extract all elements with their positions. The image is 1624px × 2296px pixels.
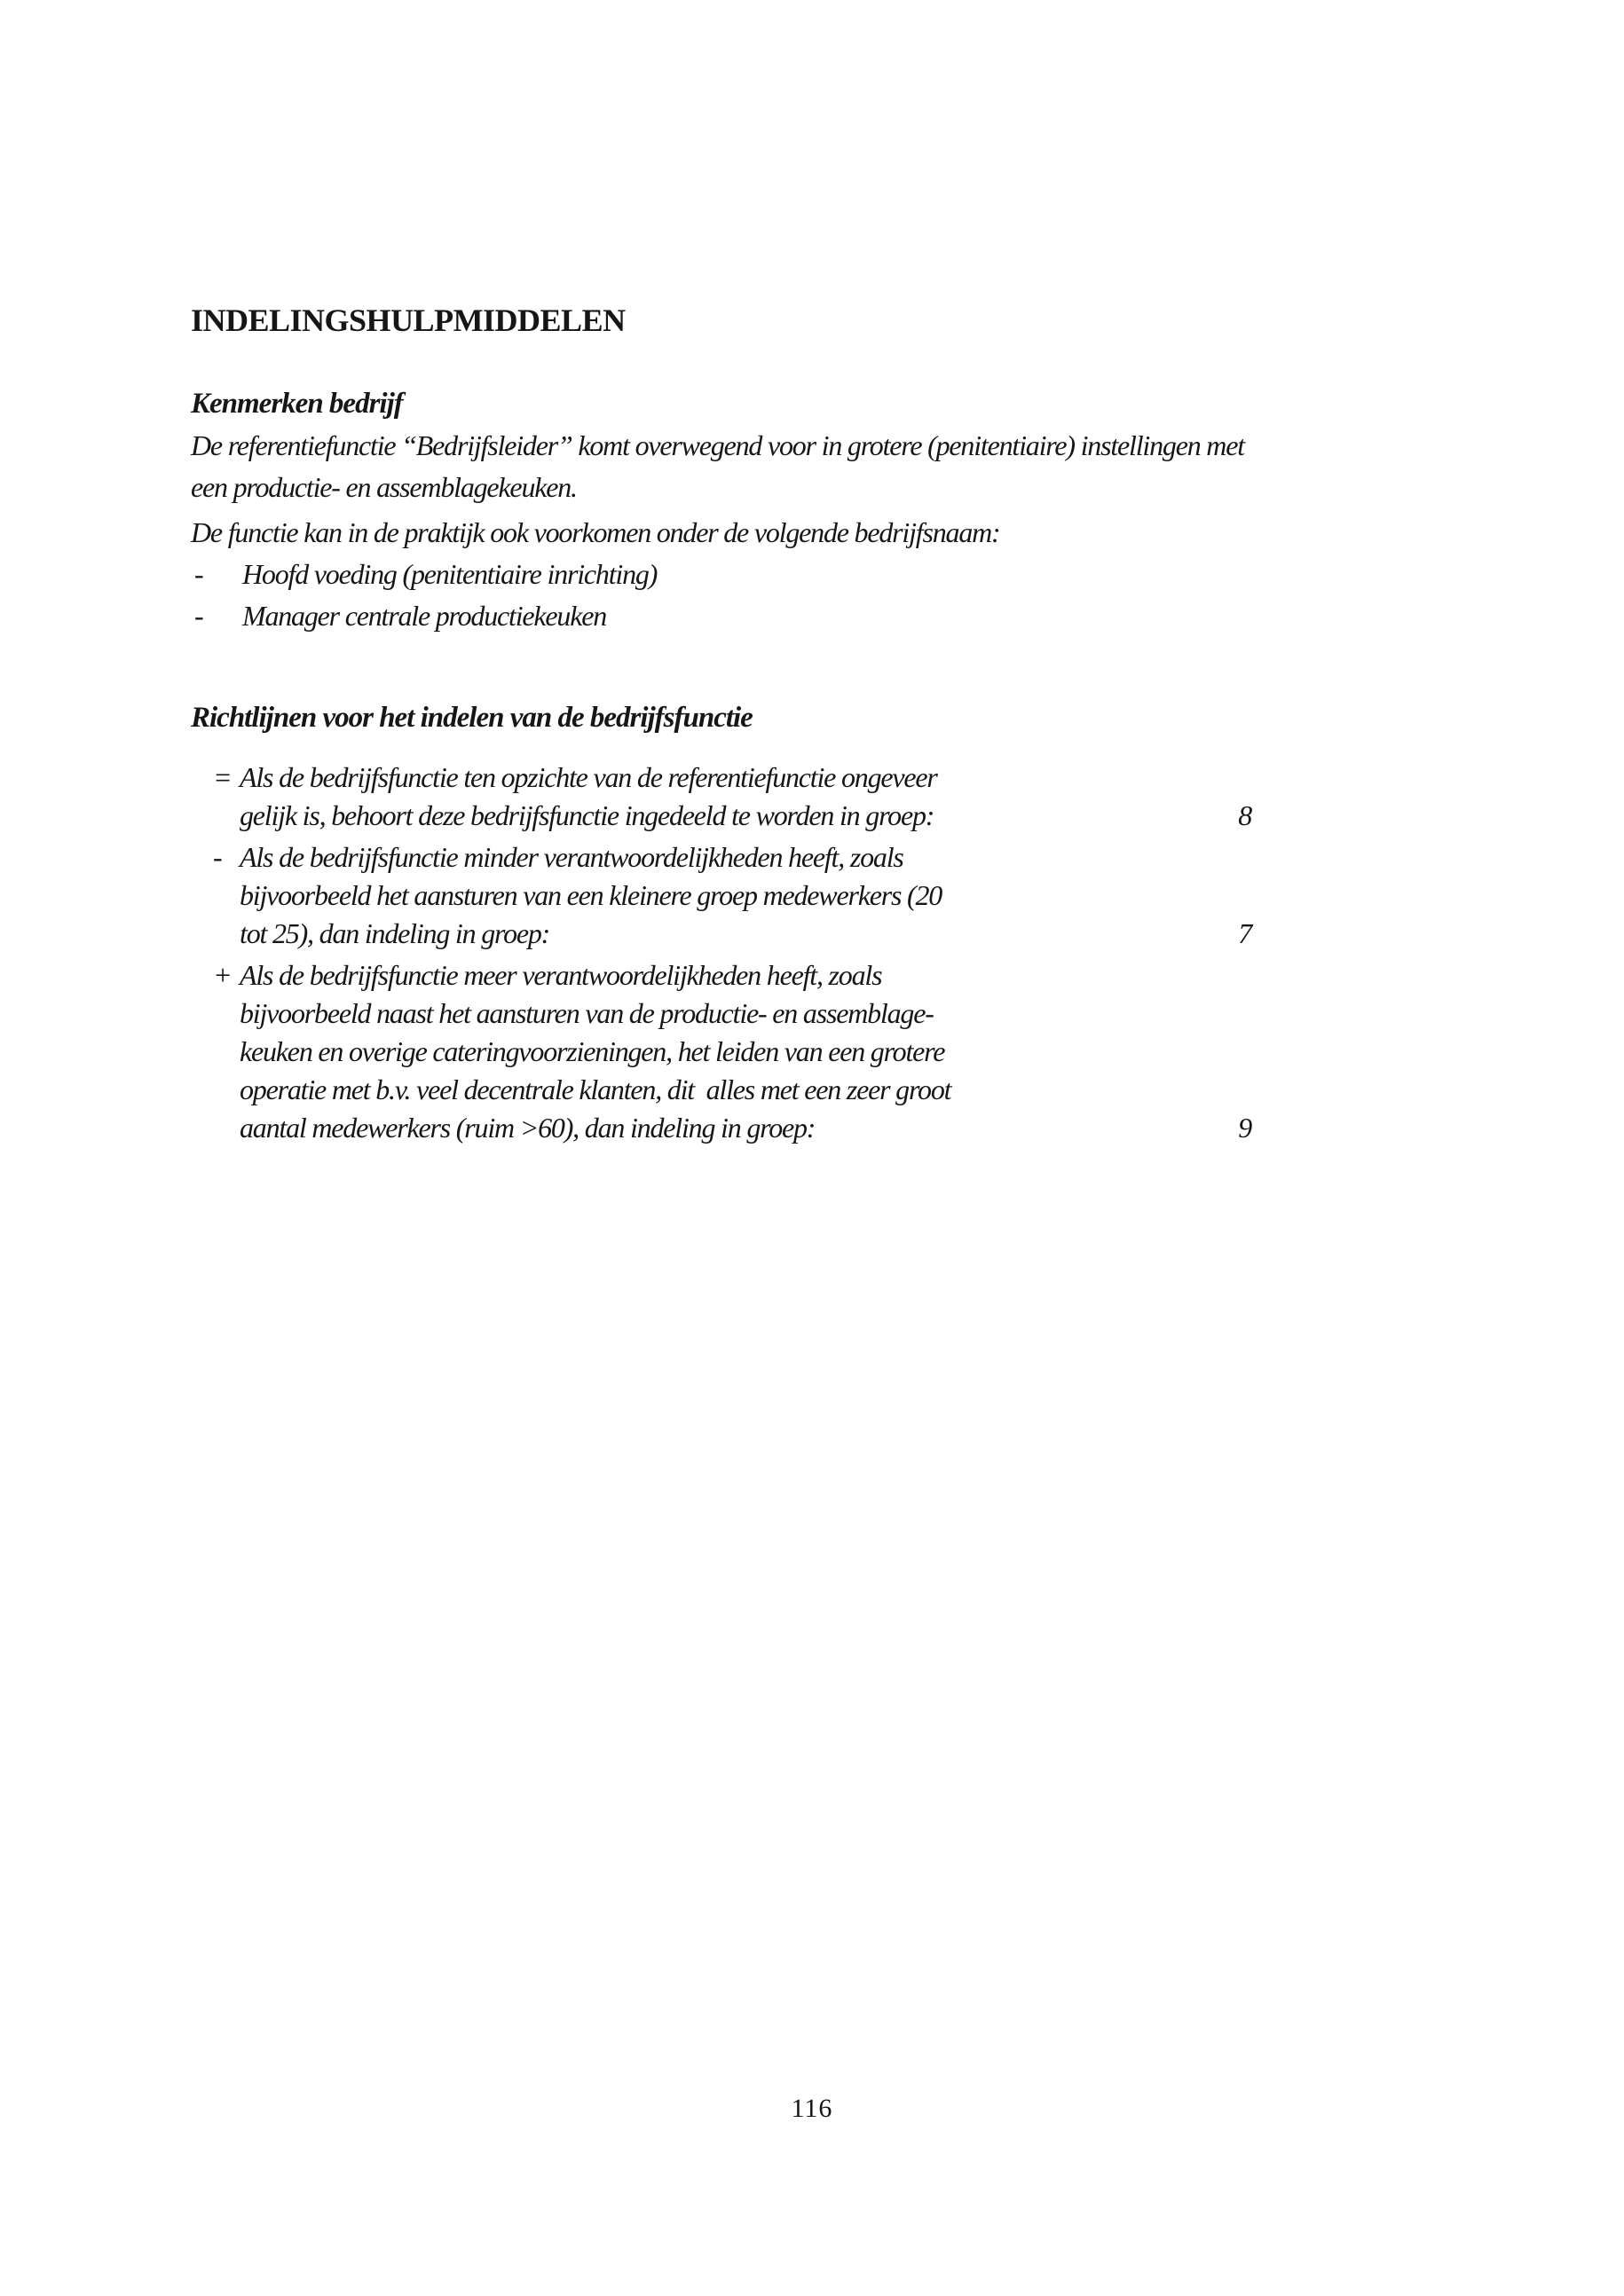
guideline-line: operatie met b.v. veel decentrale klanten, dit alles met een zeer groot — [240, 1073, 951, 1105]
section-kenmerken — [191, 383, 1371, 637]
guideline-line: tot 25), dan indeling in groep: — [240, 917, 550, 949]
list-item-text: Hoofd voeding (penitentiaire inrichting) — [242, 558, 658, 590]
bedrijfsnaam-list — [194, 554, 1371, 637]
paragraph-line: De functie kan in de praktijk ook voorkomen onder de volgende bedrijfsnaam: — [191, 516, 1000, 548]
guideline-line: keuken en overige cateringvoorzieningen, het leiden van een grotere — [240, 1035, 945, 1067]
richtlijnen-heading: Richtlijnen voor het indelen van de bedrijfsfunctie — [191, 702, 753, 734]
guideline-lines — [240, 759, 1074, 835]
minus-marker: - — [213, 841, 222, 873]
group-number: 9 — [1238, 1112, 1251, 1144]
page-content — [191, 300, 1371, 1151]
guideline-line: Als de bedrijfsfunctie ten opzichte van de referentiefunctie ongeveer — [240, 761, 937, 793]
guideline-line: Als de bedrijfsfunctie meer verantwoordelijkheden heeft, zoals — [240, 959, 882, 991]
paragraph-line: een productie- en assemblagekeuken. — [191, 471, 577, 503]
equals-marker: = — [213, 761, 232, 793]
guideline-lines — [240, 956, 1074, 1147]
dash-bullet: - — [194, 600, 203, 632]
guideline-item — [213, 838, 1251, 953]
dash-bullet: - — [194, 558, 203, 590]
guideline-item — [213, 956, 1251, 1147]
paragraph-line: De referentiefunctie “Bedrijfsleider” komt overwegend voor in grotere (penitentiaire) instellingen met — [191, 429, 1244, 461]
guideline-lines — [240, 838, 1074, 953]
guideline-line: bijvoorbeeld het aansturen van een kleinere groep medewerkers (20 — [240, 879, 942, 911]
section-richtlijnen — [191, 697, 1371, 1147]
list-item-text: Manager centrale productiekeuken — [242, 600, 607, 632]
kenmerken-heading: Kenmerken bedrijf — [191, 388, 403, 420]
guideline-line: bijvoorbeeld naast het aansturen van de productie- en assemblage- — [240, 997, 934, 1029]
plus-marker: + — [213, 959, 232, 991]
guideline-list — [213, 759, 1251, 1147]
page-title: INDELINGSHULPMIDDELEN — [191, 303, 626, 338]
group-number: 7 — [1238, 917, 1251, 949]
list-item — [194, 554, 1371, 595]
kenmerken-paragraph — [191, 425, 1371, 508]
guideline-line: gelijk is, behoort deze bedrijfsfunctie ingedeeld te worden in groep: — [240, 799, 934, 831]
guideline-line: aantal medewerkers (ruim >60), dan indeling in groep: — [240, 1112, 816, 1144]
guideline-item — [213, 759, 1251, 835]
page-number: 116 — [791, 2094, 833, 2123]
guideline-line: Als de bedrijfsfunctie minder verantwoordelijkheden heeft, zoals — [240, 841, 903, 873]
list-item — [194, 595, 1371, 637]
group-number: 8 — [1238, 799, 1251, 831]
